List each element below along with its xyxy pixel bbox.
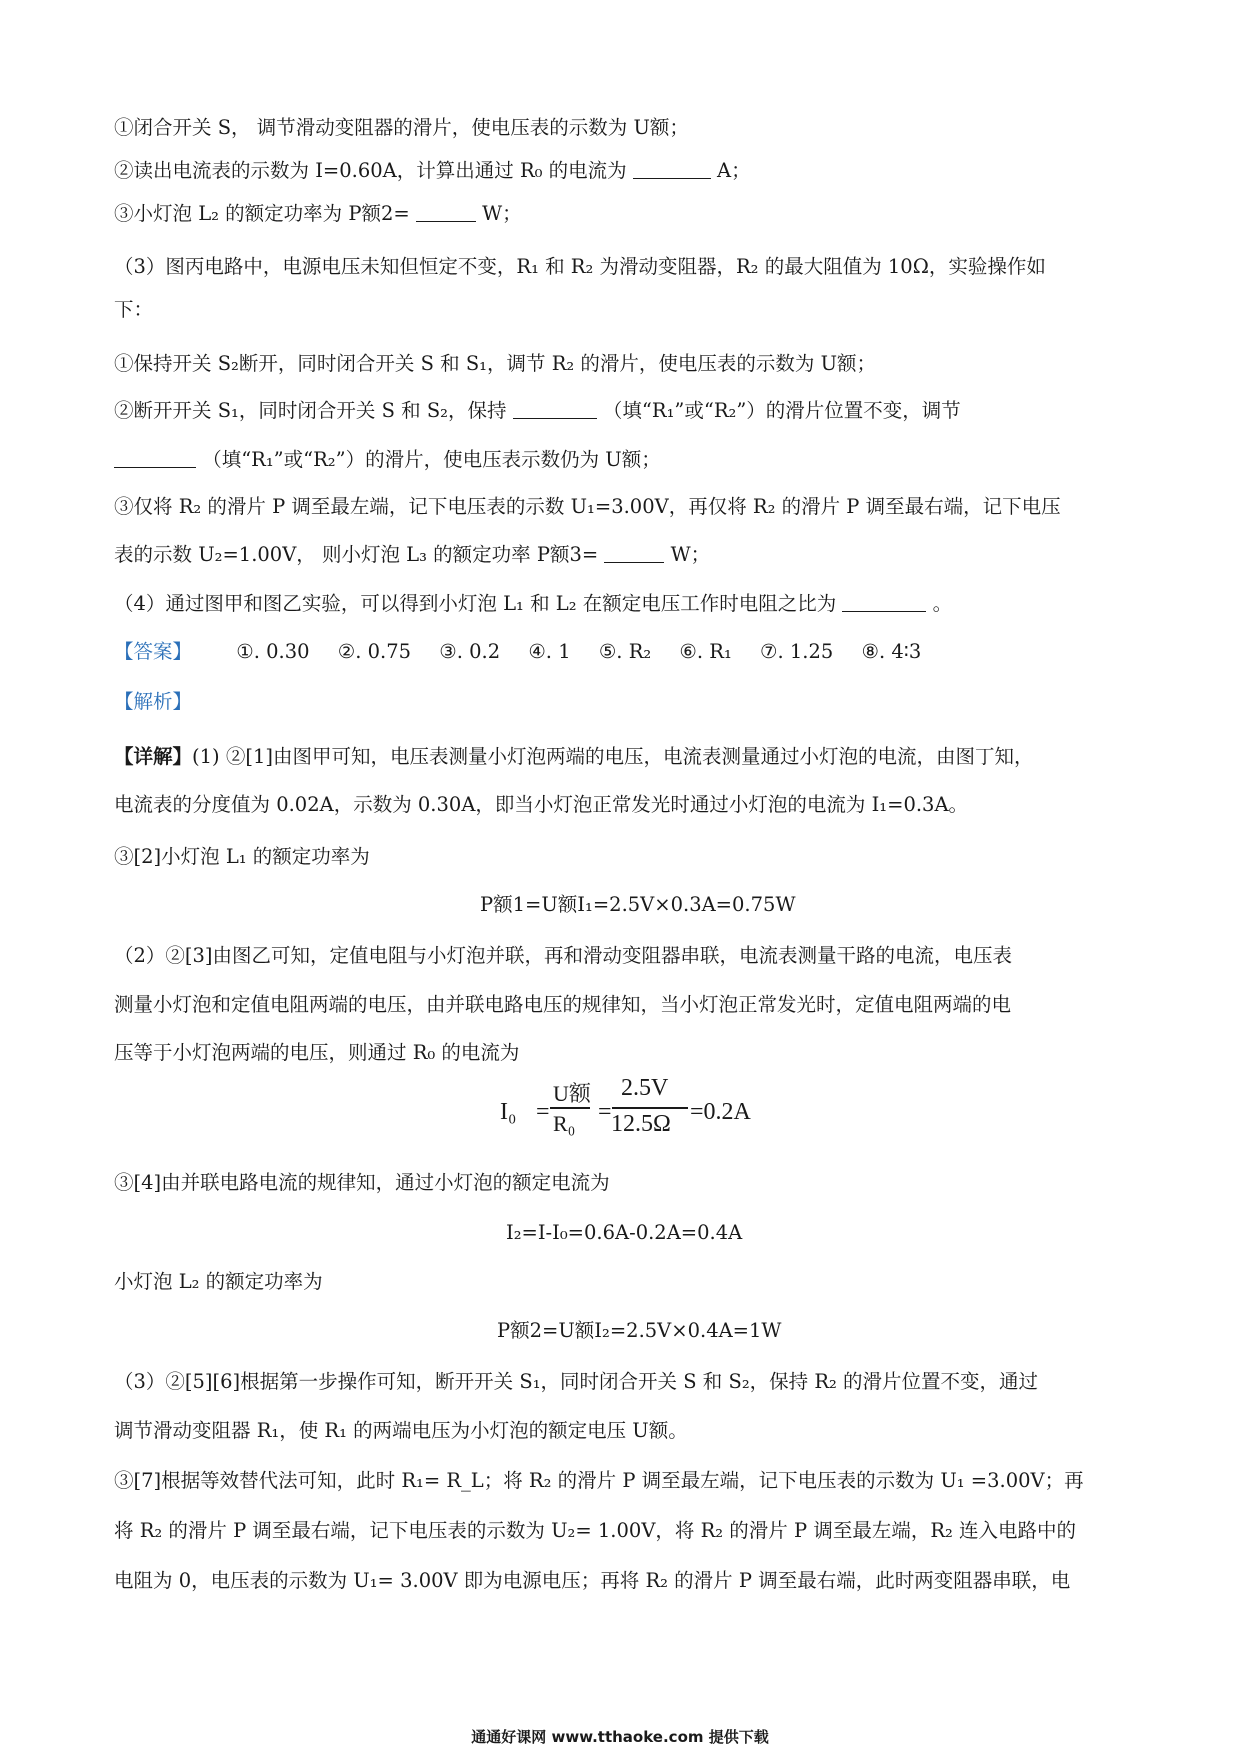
- formula-power-l2: P额2=U额I₂=2.5V×0.4A=1W: [497, 1319, 782, 1342]
- fraction-bar-1: [550, 1107, 590, 1109]
- answer-blank-1[interactable]: [633, 158, 711, 179]
- part-3-step-2-cont: [114, 445, 1144, 475]
- fraction-bar-2: [612, 1107, 688, 1109]
- formula-eq: =: [598, 1099, 612, 1125]
- step-3-unit: W；: [482, 202, 522, 225]
- formula-lhs: I₀: [500, 1099, 517, 1125]
- answer-blank-3[interactable]: [513, 398, 597, 419]
- part-3-intro-line: （3）图丙电路中，电源电压未知但恒定不变，R₁ 和 R₂ 为滑动变阻器，R₂ 的最大阻值为 10Ω，实验操作如: [114, 255, 1046, 278]
- part-3-step-1: ①保持开关 S₂断开，同时闭合开关 S 和 S₁，调节 R₂ 的滑片，使电压表的示数为 U额；: [114, 352, 877, 375]
- detail-line-3: ③[2]小灯泡 L₁ 的额定功率为: [114, 845, 370, 868]
- part-3-step-2-text: ②断开开关 S₁，同时闭合开关 S 和 S₂，保持: [114, 399, 507, 422]
- answer-item: ③. 0.2: [439, 640, 501, 663]
- part-4-line: [114, 589, 1144, 619]
- detail-text-1: (1) ②[1]由图甲可知，电压表测量小灯泡两端的电压，电流表测量通过小灯泡的电流，由图丁知，: [192, 745, 1034, 768]
- detail-tag: 【详解】: [114, 745, 193, 768]
- step-2-line: [114, 156, 1144, 186]
- answer-tag: 【答案】: [114, 640, 193, 663]
- detail-line-2: 电流表的分度值为 0.02A，示数为 0.30A，即当小灯泡正常发光时通过小灯泡的电流为 I₁=0.3A。: [114, 793, 969, 816]
- part-3-step-2-cont-text: （填“R₁”或“R₂”）的滑片，使电压表示数仍为 U额；: [202, 448, 661, 471]
- detail-line-7: 压等于小灯泡两端的电压，则通过 R₀ 的电流为: [114, 1041, 520, 1064]
- answer-item: ⑤. R₂: [598, 640, 652, 663]
- detail-line-14: 电阻为 0，电压表的示数为 U₁= 3.00V 即为电源电压；再将 R₂ 的滑片 P 调至最右端，此时两变阻器串联，电: [114, 1569, 1071, 1592]
- step-3-text: ③小灯泡 L₂ 的额定功率为 P额2=: [114, 202, 410, 225]
- detail-line-13: 将 R₂ 的滑片 P 调至最右端，记下电压表的示数为 U₂= 1.00V，将 R₂ 的滑片 P 调至最左端，R₂ 连入电路中的: [114, 1519, 1077, 1542]
- detail-line-5: （2）②[3]由图乙可知，定值电阻与小灯泡并联，再和滑动变阻器串联，电流表测量干路的电流，电压表: [114, 944, 1013, 967]
- answer-item: ⑧. 4∶3: [861, 640, 922, 663]
- detail-line-6: 测量小灯泡和定值电阻两端的电压，由并联电路电压的规律知，当小灯泡正常发光时，定值电阻两端的电: [114, 993, 1012, 1016]
- part-4-end: 。: [932, 592, 953, 615]
- answer-line: [114, 637, 1144, 667]
- part-3-step-3: ③仅将 R₂ 的滑片 P 调至最左端，记下电压表的示数 U₁=3.00V，再仅将 R₂ 的滑片 P 调至最右端，记下电压: [114, 495, 1061, 518]
- part-3-intro-cont: 下：: [114, 298, 154, 321]
- formula-den-2: 12.5Ω: [611, 1111, 671, 1137]
- step-3-line: [114, 199, 1144, 229]
- answer-blank-4[interactable]: [114, 447, 196, 468]
- part-3-step-3-cont-text: 表的示数 U₂=1.00V， 则小灯泡 L₃ 的额定功率 P额3=: [114, 543, 599, 566]
- part-3-step-3-cont: [114, 540, 1144, 570]
- formula-current-l2: I₂=I-I₀=0.6A-0.2A=0.4A: [506, 1221, 743, 1244]
- answer-blank-6[interactable]: [842, 591, 926, 612]
- step-1-line: ①闭合开关 S， 调节滑动变阻器的滑片，使电压表的示数为 U额；: [114, 116, 689, 139]
- formula-power-l1: P额1=U额I₁=2.5V×0.3A=0.75W: [480, 893, 796, 916]
- answer-item: ⑥. R₁: [679, 640, 732, 663]
- answer-item: ⑦. 1.25: [760, 640, 834, 663]
- detail-line-11: 调节滑动变阻器 R₁，使 R₁ 的两端电压为小灯泡的额定电压 U额。: [114, 1419, 688, 1442]
- answer-item: ②. 0.75: [337, 640, 412, 663]
- step-2-text: ②读出电流表的示数为 I=0.60A，计算出通过 R₀ 的电流为: [114, 159, 627, 182]
- detail-line-9: 小灯泡 L₂ 的额定功率为: [114, 1270, 323, 1293]
- detail-line-12: ③[7]根据等效替代法可知，此时 R₁= R_L；将 R₂ 的滑片 P 调至最左端，记下电压表的示数为 U₁ =3.00V；再: [114, 1469, 1084, 1492]
- detail-line-8: ③[4]由并联电路电流的规律知，通过小灯泡的额定电流为: [114, 1171, 610, 1194]
- answer-blank-2[interactable]: [416, 201, 476, 222]
- formula-den-1: R₀: [553, 1111, 576, 1136]
- part-3-step-2: [114, 396, 1144, 426]
- page-footer: 通通好课网 www.tthaoke.com 提供下载: [471, 1728, 769, 1746]
- formula-eq: =: [536, 1099, 550, 1125]
- formula-result: =0.2A: [690, 1099, 751, 1125]
- answer-blank-5[interactable]: [604, 542, 664, 563]
- analysis-tag: 【解析】: [114, 690, 193, 713]
- detail-line-10: （3）②[5][6]根据第一步操作可知，断开开关 S₁，同时闭合开关 S 和 S₂，保持 R₂ 的滑片位置不变，通过: [114, 1370, 1039, 1393]
- answer-item: ①. 0.30: [236, 640, 310, 663]
- answer-item: ④. 1: [528, 640, 571, 663]
- part-4-text: （4）通过图甲和图乙实验，可以得到小灯泡 L₁ 和 L₂ 在额定电压工作时电阻之比为: [114, 592, 837, 615]
- part-3-step-2-hint: （填“R₁”或“R₂”）的滑片位置不变，调节: [602, 399, 961, 422]
- detail-line-1: [114, 742, 1144, 772]
- formula-num-1: U额: [553, 1081, 591, 1106]
- formula-num-2: 2.5V: [621, 1075, 669, 1101]
- part-3-step-3-unit: W；: [670, 543, 711, 566]
- step-2-unit: A；: [717, 159, 751, 182]
